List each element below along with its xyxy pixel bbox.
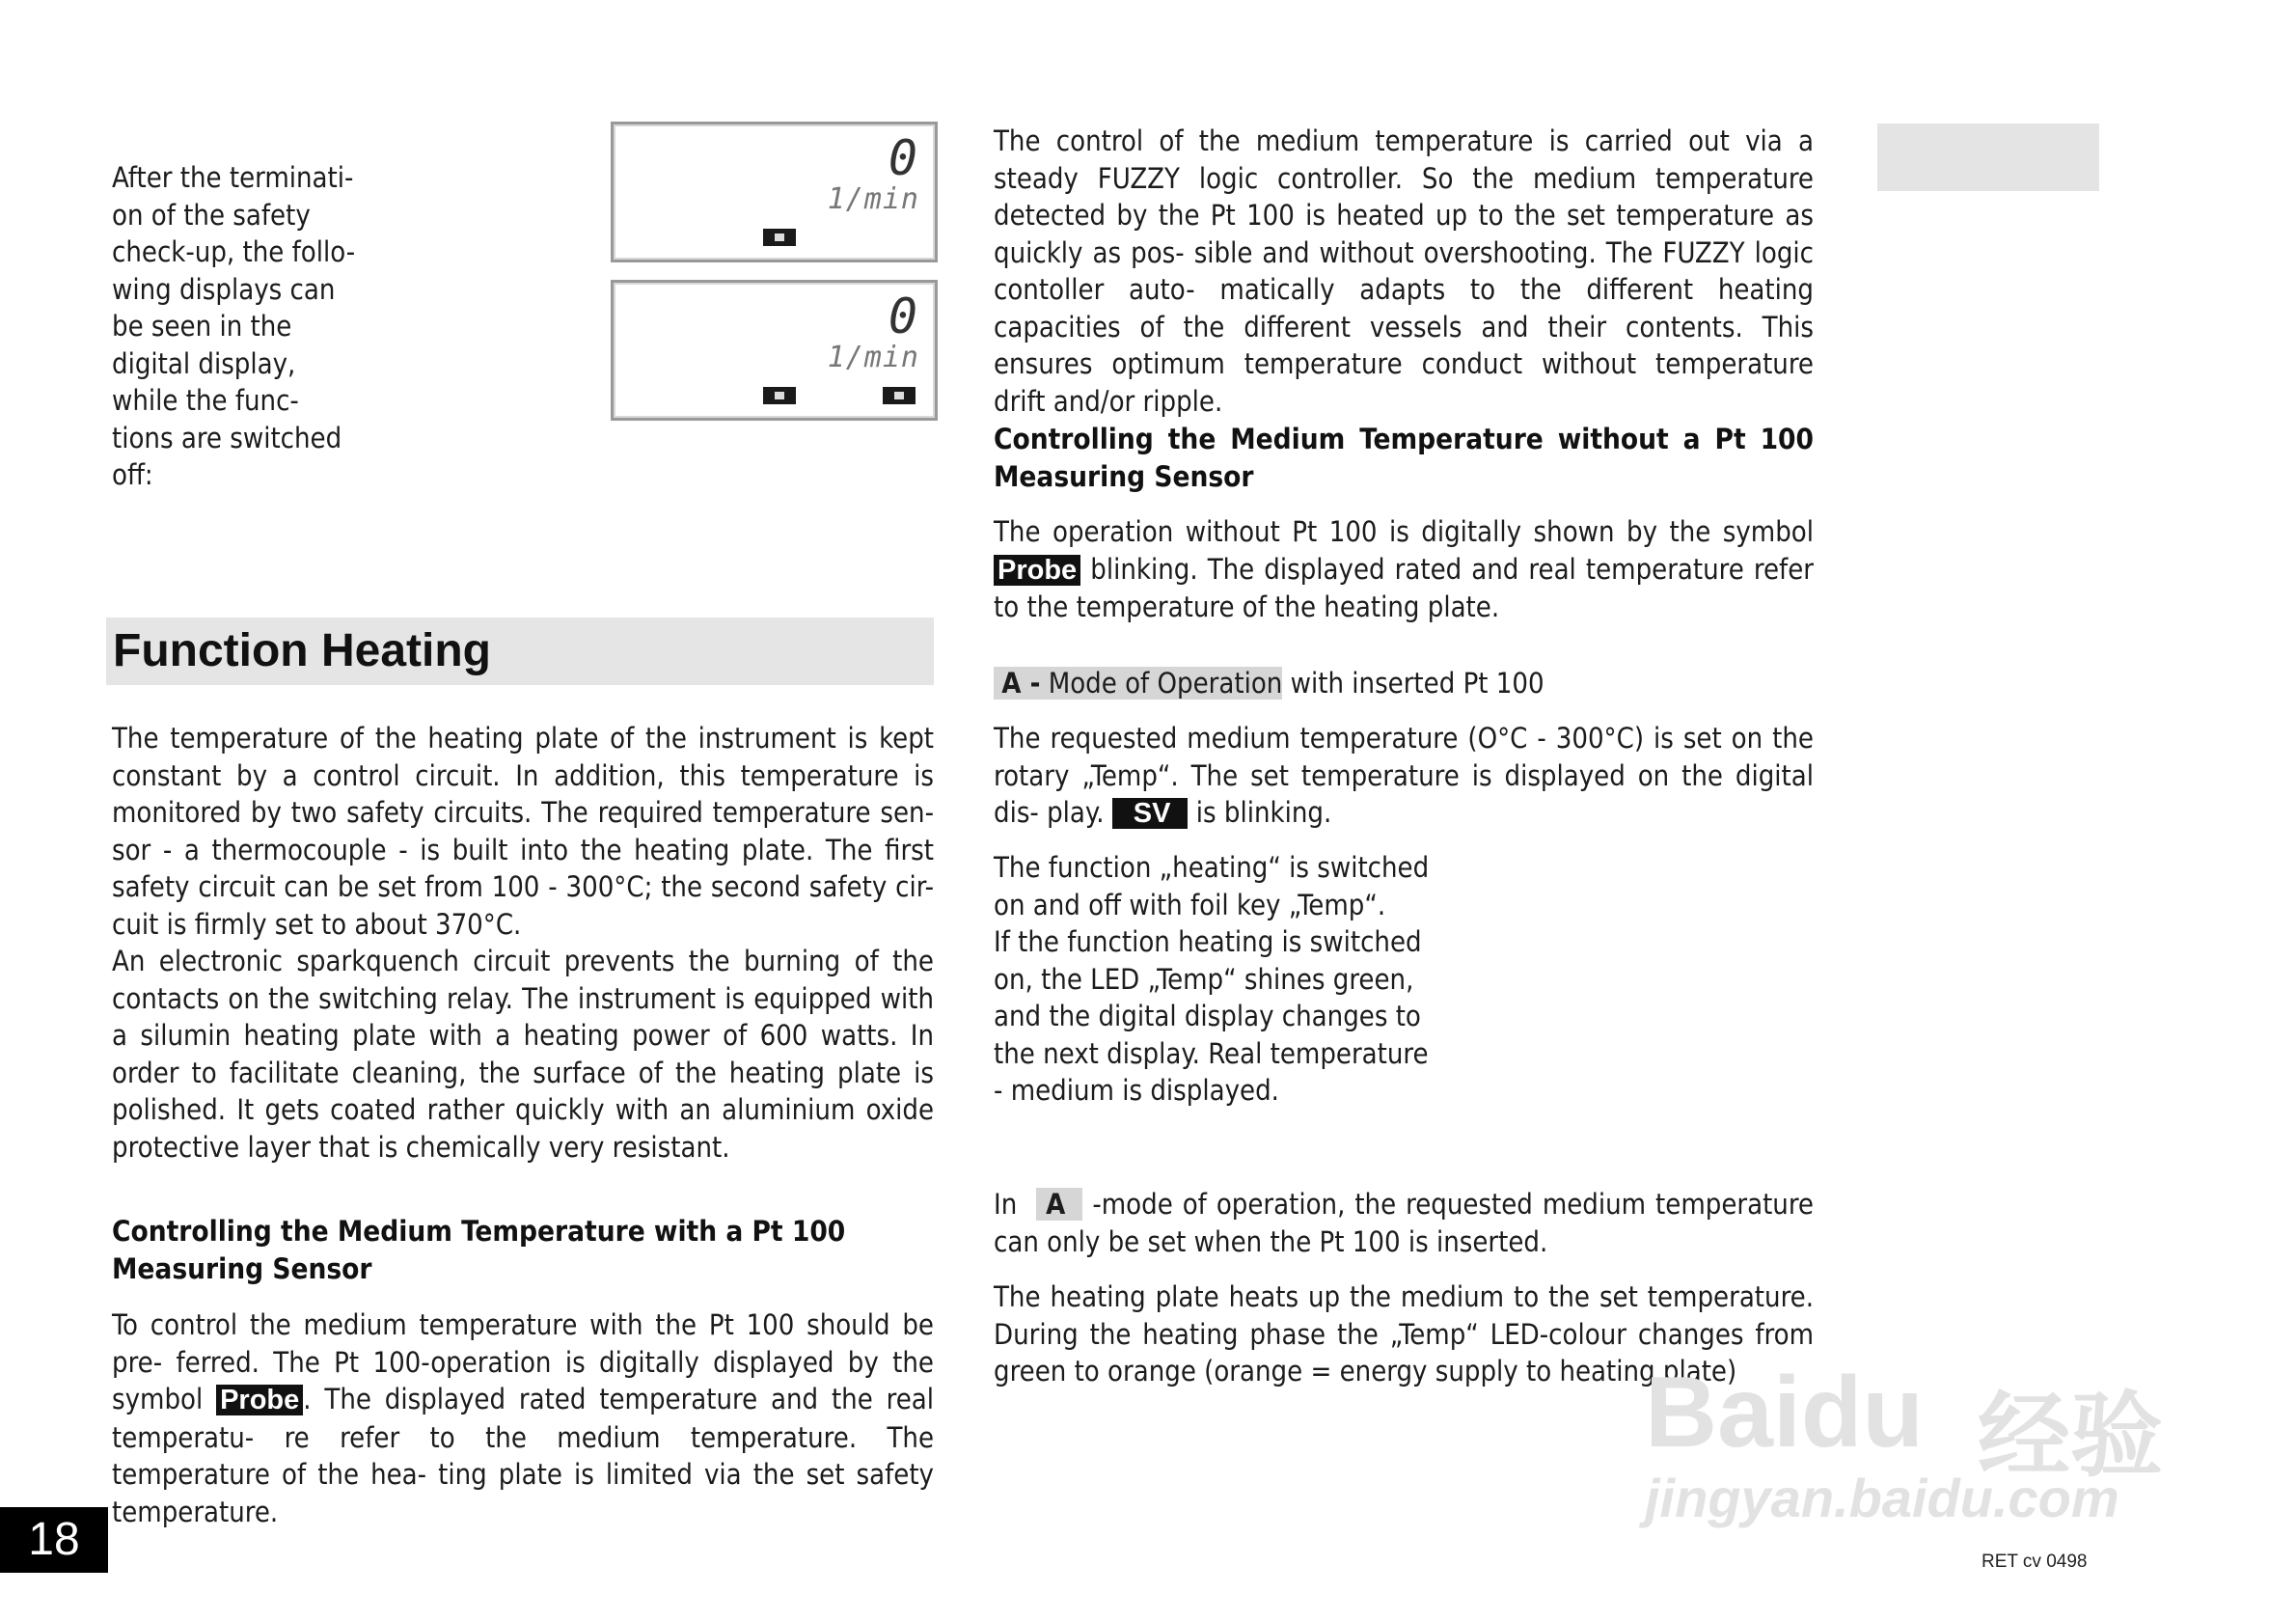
pt100-text: To control the medium temperature with the Pt 100 should be pre- ferred. The Pt 100-operation is digitally displayed by the symbol [112,1308,934,1415]
text-line: The function „heating“ is switched [994,851,1430,884]
text-line: the next display. Real temperature [994,1036,1429,1070]
watermark-cn: 经验 [1978,1385,2163,1488]
sv-symbol-text: SV [1133,798,1171,829]
text-line: on, the LED „Temp“ shines green, [994,962,1414,996]
a-mode-text: In [994,1188,1018,1221]
watermark-url: jingyan.baidu.com [1645,1468,2119,1528]
no-pt100-paragraph [994,513,1814,626]
sv-symbol [1112,798,1189,829]
no-pt100-text: blinking. The displayed rated and real temperature refer to the temperature of the heating plate. [994,552,1814,623]
intro-line: check-up, the follo- [112,235,356,268]
text-line: - medium is displayed. [994,1074,1279,1107]
intro-line: be seen in the [112,310,292,343]
fuzzy-paragraph: The control of the medium temperature is carried out via a steady FUZZY logic controller. So the medium temperature detected by the Pt 100 is heated up to the set temperature as quickly as pos- sible and without overshooting. The FUZZY logic contoller auto- matically adapts to the different heating capacities of the different vessels and their contents. This ensures optimum temperature conduct without temperature drift and/or ripple. [994,124,1814,418]
heating-phase-paragraph: The heating plate heats up the medium to the set temperature. During the heating phase the „Temp“ LED-colour changes from green to orange (orange = energy supply to heating plate) [994,1280,1814,1387]
mode-label [994,665,1814,702]
tab-marker [1877,124,2099,191]
probe-symbol: Probe [216,1385,303,1415]
intro-line: digital display, [112,346,296,380]
intro-line: off: [112,458,153,491]
display-symbol-icon [763,387,796,404]
intro-line: After the terminati- [112,161,354,194]
probe-symbol: Probe [994,555,1080,586]
display-symbol-icon [763,229,796,246]
set-temp-text: The requested medium temperature (O°C - 300°C) is set on the rotary „Temp“. The set temperature is displayed on the digital dis- play. [994,722,1814,829]
intro-line: tions are switched [112,421,342,454]
heating-paragraph-2: An electronic sparkquench circuit prevents the burning of the contacts on the switching relay. The instrument is equipped with a silumin heating plate with a heating power of 600 watts. In order to facilitate cleaning, the surface of the heating plate is polished. It gets coated rather quickly with an aluminium oxide protective layer that is chemically very resistant. [112,945,934,1164]
a-mode-paragraph [994,1186,1814,1260]
lcd-display-2 [611,280,938,421]
pt100-text: . The displayed rated temperature and the real temperatu- re refer to the medium temperature. The temperature of the hea- ting plate is limited via the set safety temperature. [112,1383,934,1528]
lcd-unit: 1/min [827,341,919,374]
no-pt100-text: The operation without Pt 100 is digitally shown by the symbol [994,515,1814,548]
lcd-display-1 [611,122,938,262]
section-title: Function Heating [113,625,491,676]
lcd-value: 0 [888,288,917,344]
pt100-heading: Controlling the Medium Temperature with a Pt 100 Measuring Sensor [112,1215,846,1285]
a-mode-text: -mode of operation, the requested medium temperature can only be set when the Pt 100 is inserted. [994,1188,1814,1258]
display-symbol-icon [883,387,916,404]
mode-label-rest: with inserted Pt 100 [1290,667,1544,700]
lcd-unit: 1/min [827,182,919,216]
footer-code: RET cv 0498 [1982,1552,2088,1572]
mode-label-box [994,667,1282,700]
lcd-value: 0 [888,130,917,186]
intro-text [112,159,372,494]
no-pt100-heading: Controlling the Medium Temperature without a Pt 100 Measuring Sensor [994,423,1814,493]
mode-label-text: Mode of Operation [1048,667,1283,700]
intro-line: wing displays can [112,272,336,306]
text-line: If the function heating is switched [994,925,1422,958]
a-mode-symbol: A [1036,1188,1082,1221]
heating-paragraph-1: The temperature of the heating plate of the instrument is kept constant by a control circuit. In addition, this temperature is monitored by two safety circuits. The required temperature sen- sor - a thermocouple - is built into the heating plate. The first safety circuit can be set from 100 - 300°C; the second safety cir- cuit is firmly set to about 370°C. [112,722,934,941]
text-line: on and off with foil key „Temp“. [994,888,1386,921]
intro-line: on of the safety [112,198,311,232]
watermark-brand: Baidu [1645,1357,1924,1469]
page-number: 18 [0,1507,108,1573]
mode-label-bold: A - [1001,667,1041,700]
intro-line: while the func- [112,384,299,417]
text-line: and the digital display changes to [994,1000,1421,1032]
function-heating-paragraph [994,849,1447,1110]
pt100-paragraph [112,1306,934,1530]
set-temp-text: is blinking. [1195,796,1332,829]
set-temp-paragraph [994,720,1814,833]
